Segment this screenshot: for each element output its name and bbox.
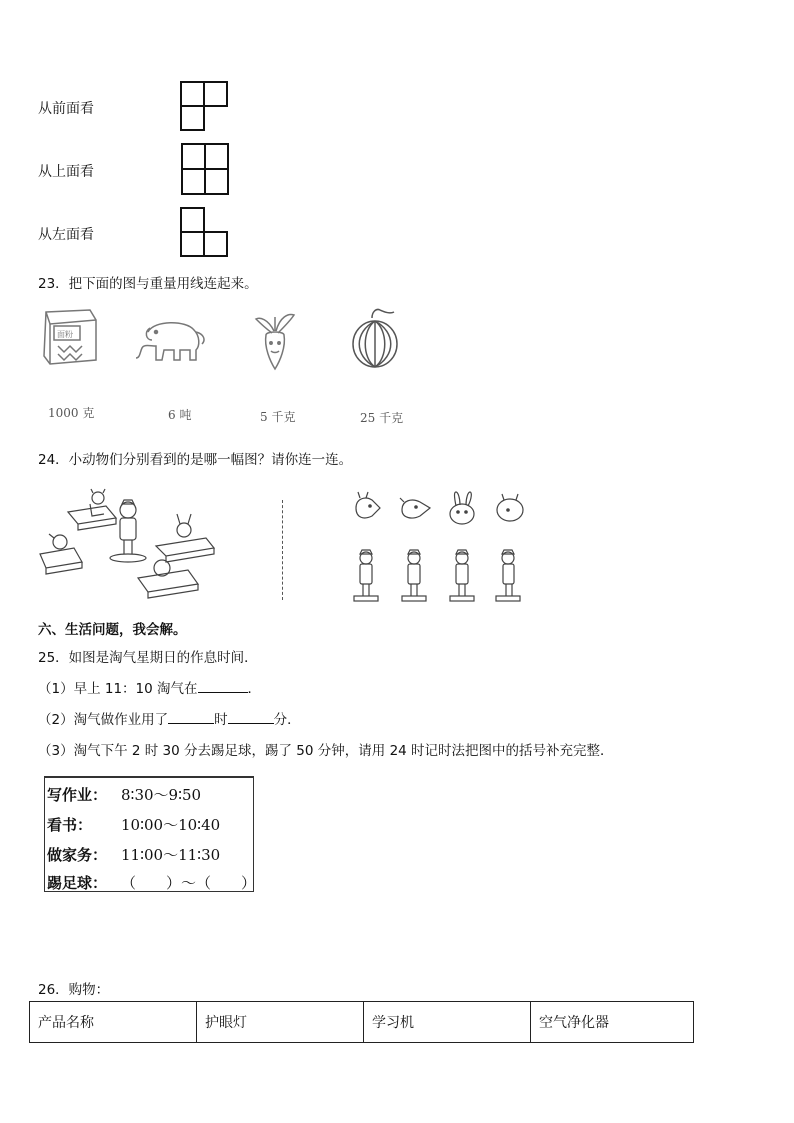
- part-1-suffix: ．: [247, 681, 262, 697]
- animal-heads-row: [350, 490, 530, 530]
- top-view-figure: [179, 142, 231, 198]
- schedule-card: [44, 776, 257, 892]
- answer-blank-minutes[interactable]: [228, 709, 274, 724]
- schedule-activity: 看书：: [47, 816, 93, 834]
- part-2-text: （2）淘气做作业用了: [38, 712, 169, 728]
- schedule-activity: 踢足球：: [47, 874, 108, 892]
- part-2-minutes-unit: 分．: [273, 712, 301, 728]
- schedule-activity: 做家务：: [47, 846, 108, 864]
- divider-line: [282, 500, 283, 600]
- front-view-figure: [178, 80, 230, 134]
- animals-scene-illustration: [38, 488, 218, 604]
- part-2-hours-unit: 时: [214, 712, 228, 728]
- answer-blank-hours[interactable]: [168, 709, 214, 724]
- weight-label-2: 6 吨: [168, 408, 192, 422]
- table-header-cell: 学习机: [364, 1002, 531, 1043]
- view-label-top: 从上面看: [38, 164, 94, 180]
- question-25-part-3: （3）淘气下午 2 时 30 分去踢足球，踢了 50 分钟，请用 24 时记时法把图中的括号补充完整．: [38, 743, 614, 759]
- part-1-text: （1）早上 11：10 淘气在: [38, 681, 198, 697]
- policeman-views-row: [350, 548, 530, 606]
- table-header-cell: 护眼灯: [197, 1002, 364, 1043]
- table-header-row: [30, 1002, 694, 1043]
- schedule-time: 11∶00～11∶30: [121, 846, 221, 864]
- elephant-icon: [134, 318, 208, 364]
- left-view-figure: [178, 206, 230, 260]
- schedule-time: 8∶30～9∶50: [121, 786, 202, 804]
- weight-label-3: 5 千克: [260, 410, 296, 424]
- answer-blank-activity[interactable]: [198, 678, 248, 693]
- radish-icon: [252, 311, 298, 371]
- flour-bag-icon: [38, 306, 102, 368]
- question-25-title: 25．如图是淘气星期日的作息时间．: [38, 650, 258, 666]
- view-label-front: 从前面看: [38, 101, 94, 117]
- view-label-left: 从左面看: [38, 227, 94, 243]
- question-24-title: 24．小动物们分别看到的是哪一幅图？请你连一连。: [38, 452, 353, 468]
- table-header-cell: 空气净化器: [531, 1002, 694, 1043]
- question-23-title: 23．把下面的图与重量用线连起来。: [38, 276, 258, 292]
- question-25-part-1: [38, 677, 261, 697]
- section-6-title: 六、生活问题，我会解。: [38, 622, 187, 638]
- table-header-cell: 产品名称: [30, 1002, 197, 1043]
- schedule-time: 10∶00～10∶40: [121, 816, 221, 834]
- weight-label-1: 1000 克: [48, 406, 95, 420]
- schedule-time-blanks[interactable]: （ ）～（ ）: [121, 874, 257, 892]
- watermelon-icon: [350, 306, 400, 370]
- question-25-part-2: [38, 708, 301, 728]
- product-table: [29, 1001, 694, 1043]
- svg-text:面粉: 面粉: [57, 330, 73, 339]
- question-26-title: 26．购物：: [38, 982, 110, 998]
- schedule-activity: 写作业：: [47, 786, 108, 804]
- weight-label-4: 25 千克: [360, 411, 404, 425]
